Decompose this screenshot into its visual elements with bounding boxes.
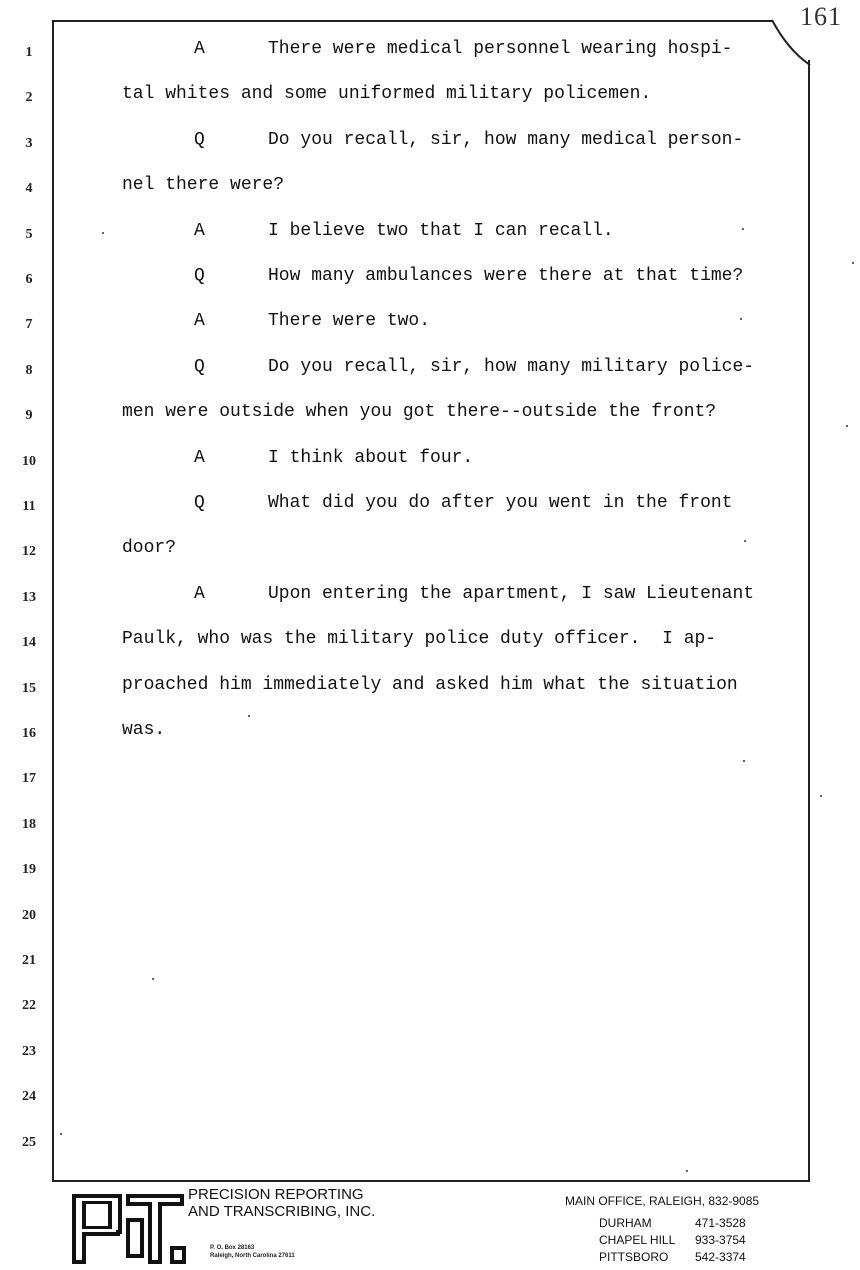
office-phone: 471-3528: [695, 1216, 746, 1230]
scan-speck: [742, 228, 744, 230]
line-number: 6: [25, 272, 33, 287]
office-row-chapel-hill: [599, 1233, 746, 1247]
speaker-label: A: [194, 220, 205, 241]
address-line-2: Raleigh, North Carolina 27611: [210, 1253, 295, 1259]
line-number: 2: [25, 90, 33, 106]
transcript-line: There were medical personnel wearing hospi-: [268, 39, 733, 59]
scan-speck: [248, 715, 250, 717]
transcript-line: I believe two that I can recall.: [268, 220, 614, 241]
line-number: 24: [22, 1089, 36, 1105]
transcript-line: What did you do after you went in the front: [268, 493, 733, 513]
line-number: 3: [25, 135, 33, 151]
scan-speck: [820, 795, 822, 797]
line-number: 13: [22, 589, 36, 605]
speaker-label: Q: [194, 266, 205, 286]
transcript-line: There were two.: [268, 311, 431, 332]
transcript-line: men were outside when you got there--outside the front?: [122, 402, 717, 423]
line-number: 20: [22, 907, 36, 923]
speaker-label: Q: [194, 356, 205, 377]
line-number: 4: [25, 181, 33, 197]
transcript-line: Do you recall, sir, how many military police-: [268, 356, 755, 377]
office-row-durham: [599, 1216, 746, 1230]
scan-speck: [102, 232, 104, 234]
right-margin-rule: [808, 60, 810, 1180]
company-line-1: PRECISION REPORTING: [188, 1186, 364, 1203]
line-number: 7: [25, 317, 33, 333]
address-line-1: P. O. Box 28163: [210, 1245, 255, 1251]
line-number: 15: [22, 680, 36, 696]
office-row-pittsboro: [599, 1250, 746, 1264]
speaker-label: A: [194, 447, 205, 468]
line-number: 18: [22, 816, 36, 832]
office-phone: 933-3754: [695, 1233, 746, 1247]
speaker-label: Q: [194, 493, 205, 513]
company-address: [210, 1244, 295, 1260]
page-number: 161: [800, 2, 842, 31]
transcript-line: Do you recall, sir, how many medical person-: [268, 129, 744, 150]
line-number: 11: [22, 499, 36, 514]
transcript-line: How many ambulances were there at that time?: [268, 266, 744, 286]
scan-speck: [60, 1133, 62, 1135]
transcript-line: door?: [122, 538, 177, 559]
top-rule: [52, 20, 772, 22]
speaker-label: Q: [194, 129, 205, 150]
company-line-2: AND TRANSCRIBING, INC.: [188, 1203, 376, 1220]
scan-speck: [846, 425, 848, 427]
line-number: 14: [22, 635, 36, 651]
scan-speck: [743, 760, 745, 762]
transcript-line: proached him immediately and asked him what the situation: [122, 674, 738, 695]
scan-speck: [852, 262, 854, 264]
scan-speck: [152, 978, 154, 980]
line-number: 5: [25, 226, 33, 242]
scan-speck: [686, 1170, 688, 1172]
company-name: [188, 1186, 375, 1220]
line-number: 12: [22, 544, 36, 560]
line-number: 16: [22, 726, 36, 741]
line-number: 19: [22, 862, 36, 878]
transcript-line: was.: [122, 720, 166, 740]
line-number: 1: [25, 45, 33, 60]
line-number: 17: [22, 771, 36, 787]
line-number: 23: [22, 1043, 36, 1059]
speaker-label: A: [194, 311, 205, 332]
speaker-label: A: [194, 39, 205, 59]
company-logo: [70, 1190, 188, 1266]
transcript-line: Paulk, who was the military police duty officer. I ap-: [122, 629, 717, 650]
speaker-label: A: [194, 583, 205, 604]
office-city: CHAPEL HILL: [599, 1233, 676, 1247]
line-number: 8: [25, 362, 33, 378]
office-city: DURHAM: [599, 1216, 652, 1230]
line-number: 21: [22, 953, 36, 968]
transcript-line: Upon entering the apartment, I saw Lieutenant: [268, 583, 755, 604]
scan-speck: [744, 540, 746, 542]
line-number: 10: [22, 453, 36, 469]
office-city: PITTSBORO: [599, 1250, 669, 1264]
left-margin-rule: [52, 20, 54, 1180]
office-phone: 542-3374: [695, 1250, 746, 1264]
main-office: MAIN OFFICE, RALEIGH, 832-9085: [565, 1194, 760, 1208]
line-number: 25: [22, 1134, 36, 1150]
scan-speck: [740, 318, 742, 320]
reporter-footer: [0, 1182, 860, 1270]
line-number: 22: [22, 998, 36, 1014]
transcript-line: I think about four.: [268, 447, 474, 468]
transcript-line: tal whites and some uniformed military policemen.: [122, 84, 652, 105]
transcript-line: nel there were?: [122, 175, 285, 196]
line-number: 9: [25, 408, 33, 424]
